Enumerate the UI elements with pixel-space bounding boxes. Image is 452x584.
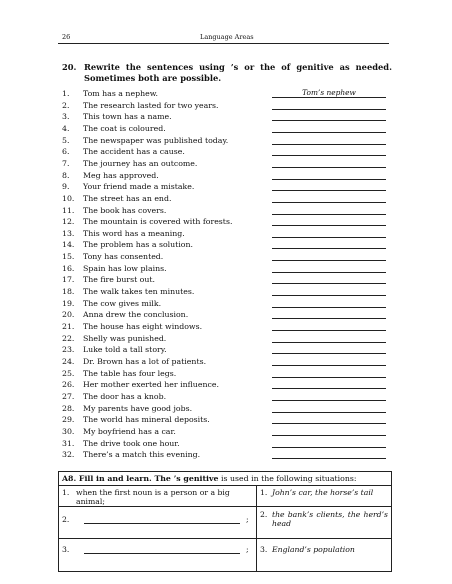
exercise-item bbox=[62, 379, 392, 391]
a8-row3-fill-line[interactable] bbox=[84, 553, 240, 554]
item-number: 15. bbox=[62, 252, 75, 262]
header-rule bbox=[58, 43, 389, 44]
item-number: 21. bbox=[62, 322, 75, 331]
answer-line[interactable] bbox=[272, 144, 386, 145]
a8-row3-right-number: 3. bbox=[260, 545, 268, 554]
item-number: 6. bbox=[62, 147, 70, 157]
a8-table bbox=[58, 471, 392, 572]
a8-heading bbox=[59, 472, 391, 486]
item-number: 8. bbox=[62, 170, 70, 180]
item-sentence: The cow gives milk. bbox=[83, 298, 162, 308]
a8-row1-left-text: when the first noun is a person or a big animal; bbox=[76, 488, 230, 506]
item-sentence: The fire burst out. bbox=[83, 275, 156, 285]
running-title: Language Areas bbox=[200, 33, 254, 41]
item-number: 10. bbox=[62, 193, 75, 203]
answer-line[interactable] bbox=[272, 377, 386, 378]
a8-row2-fill-line[interactable] bbox=[84, 523, 240, 524]
item-number: 12. bbox=[62, 217, 75, 227]
answer-line[interactable] bbox=[272, 435, 386, 436]
answer-line[interactable] bbox=[272, 388, 386, 389]
a8-row3-example: England’s population bbox=[272, 545, 355, 554]
answer-line[interactable] bbox=[272, 283, 386, 284]
item-sentence: Her mother exerted her influence. bbox=[83, 380, 219, 390]
a8-row-divider bbox=[59, 506, 391, 507]
answer-line[interactable] bbox=[272, 260, 386, 261]
item-sentence: My boyfriend has a car. bbox=[83, 426, 176, 436]
answer-line[interactable] bbox=[272, 447, 386, 448]
answer-line[interactable] bbox=[272, 295, 386, 296]
exercise-item bbox=[62, 193, 392, 205]
exercise-item bbox=[62, 298, 392, 310]
item-number: 20. bbox=[62, 310, 75, 320]
answer-line[interactable] bbox=[272, 132, 386, 133]
item-number: 17. bbox=[62, 275, 75, 285]
answer-line[interactable] bbox=[272, 272, 386, 273]
item-number: 28. bbox=[62, 403, 75, 413]
answer-line[interactable] bbox=[272, 237, 386, 238]
answer-line[interactable] bbox=[272, 202, 386, 203]
item-number: 1. bbox=[62, 89, 70, 98]
item-number: 7. bbox=[62, 158, 70, 168]
item-number: 31. bbox=[62, 438, 75, 448]
item-sentence: The problem has a solution. bbox=[83, 240, 194, 250]
item-number: 11. bbox=[62, 205, 75, 215]
exercise-item bbox=[62, 228, 392, 240]
sample-answer: Tom’s nephew bbox=[302, 88, 356, 97]
exercise-item bbox=[62, 146, 392, 158]
answer-line[interactable] bbox=[272, 109, 386, 110]
item-number: 19. bbox=[62, 298, 75, 308]
item-number: 16. bbox=[62, 263, 75, 273]
item-number: 22. bbox=[62, 333, 75, 343]
answer-line[interactable] bbox=[272, 120, 386, 121]
answer-line[interactable] bbox=[272, 307, 386, 308]
item-number: 2. bbox=[62, 100, 70, 110]
item-number: 27. bbox=[62, 391, 75, 401]
item-number: 24. bbox=[62, 356, 75, 366]
item-sentence: The house has eight windows. bbox=[83, 322, 203, 331]
exercise-item bbox=[62, 100, 392, 112]
item-number: 32. bbox=[62, 450, 75, 460]
exercise-item bbox=[62, 333, 392, 345]
answer-line[interactable] bbox=[272, 225, 386, 226]
item-sentence: Tom has a nephew. bbox=[83, 89, 158, 98]
item-number: 13. bbox=[62, 228, 75, 238]
exercise-item bbox=[62, 403, 392, 415]
item-sentence: The mountain is covered with forests. bbox=[83, 217, 233, 227]
answer-line[interactable] bbox=[272, 353, 386, 354]
item-sentence: The world has mineral deposits. bbox=[83, 415, 210, 425]
item-sentence: Shelly was punished. bbox=[83, 333, 167, 343]
exercise-item bbox=[62, 438, 392, 450]
exercise-item bbox=[62, 263, 392, 275]
a8-column-divider bbox=[256, 485, 257, 571]
item-number: 18. bbox=[62, 287, 75, 297]
exercise-item bbox=[62, 216, 392, 228]
item-number: 29. bbox=[62, 415, 75, 425]
a8-row3-left-number: 3. bbox=[62, 545, 70, 554]
exercise-item bbox=[62, 321, 392, 333]
item-sentence: The door has a knob. bbox=[83, 391, 167, 401]
item-sentence: The coat is coloured. bbox=[83, 123, 166, 133]
item-sentence: The street has an end. bbox=[83, 193, 172, 203]
a8-heading-bold: A8. Fill in and learn. The ’s genitive bbox=[62, 474, 219, 483]
answer-line[interactable] bbox=[272, 458, 386, 459]
a8-heading-rest: is used in the following situations: bbox=[218, 474, 357, 483]
answer-line[interactable] bbox=[272, 167, 386, 168]
a8-row1-example: John’s car, the horse’s tail bbox=[272, 488, 374, 497]
answer-line[interactable] bbox=[272, 342, 386, 343]
a8-row2-example: the bank’s clients, the herd’s head bbox=[272, 510, 388, 528]
item-number: 26. bbox=[62, 380, 75, 390]
item-sentence: The table has four legs. bbox=[83, 368, 177, 378]
exercise-item bbox=[62, 414, 392, 426]
exercise-item bbox=[62, 123, 392, 135]
item-number: 4. bbox=[62, 123, 70, 133]
exercise-number: 20. bbox=[62, 62, 77, 72]
a8-row3-semicolon: ; bbox=[246, 545, 249, 554]
answer-line[interactable] bbox=[272, 318, 386, 319]
item-sentence: Anna drew the conclusion. bbox=[83, 310, 189, 320]
exercise-item bbox=[62, 111, 392, 123]
exercise-item bbox=[62, 170, 392, 182]
item-sentence: The newspaper was published today. bbox=[83, 135, 229, 145]
item-sentence: The research lasted for two years. bbox=[83, 100, 219, 110]
item-number: 3. bbox=[62, 112, 70, 122]
item-sentence: There’s a match this evening. bbox=[83, 450, 201, 460]
item-sentence: The walk takes ten minutes. bbox=[83, 287, 195, 297]
answer-line[interactable] bbox=[272, 365, 386, 366]
exercise-item bbox=[62, 286, 392, 298]
a8-row1-right-number: 1. bbox=[260, 488, 268, 497]
a8-row2-right-number: 2. bbox=[260, 510, 268, 519]
exercise-item bbox=[62, 368, 392, 380]
exercise-item bbox=[62, 391, 392, 403]
item-sentence: The book has covers. bbox=[83, 205, 167, 215]
item-sentence: This word has a meaning. bbox=[83, 228, 185, 238]
exercise-item bbox=[62, 309, 392, 321]
answer-line[interactable] bbox=[272, 190, 386, 191]
exercise-item bbox=[62, 449, 392, 461]
answer-line[interactable] bbox=[272, 179, 386, 180]
item-sentence: Meg has approved. bbox=[83, 170, 159, 180]
answer-line[interactable] bbox=[272, 423, 386, 424]
item-number: 25. bbox=[62, 368, 75, 378]
item-sentence: The drive took one hour. bbox=[83, 438, 180, 448]
exercise-item bbox=[62, 344, 392, 356]
item-sentence: Your friend made a mistake. bbox=[83, 182, 195, 192]
item-sentence: The accident has a cause. bbox=[83, 147, 185, 157]
item-sentence: Dr. Brown has a lot of patients. bbox=[83, 356, 207, 366]
answer-line[interactable] bbox=[272, 155, 386, 156]
exercise-item bbox=[62, 356, 392, 368]
answer-line[interactable] bbox=[272, 400, 386, 401]
answer-line[interactable] bbox=[272, 412, 386, 413]
item-number: 30. bbox=[62, 426, 75, 436]
a8-row-divider bbox=[59, 538, 391, 539]
answer-line[interactable] bbox=[272, 330, 386, 331]
a8-row3-left bbox=[62, 545, 254, 557]
item-number: 23. bbox=[62, 345, 75, 355]
exercise-item bbox=[62, 88, 392, 100]
exercise-item bbox=[62, 181, 392, 193]
item-number: 5. bbox=[62, 135, 70, 145]
exercise-item bbox=[62, 426, 392, 438]
item-number: 14. bbox=[62, 240, 75, 250]
page-number: 26 bbox=[62, 33, 71, 41]
exercise-item bbox=[62, 251, 392, 263]
exercise-item bbox=[62, 205, 392, 217]
item-sentence: The journey has an outcome. bbox=[83, 158, 198, 168]
exercise-item bbox=[62, 239, 392, 251]
exercise-item bbox=[62, 158, 392, 170]
answer-line[interactable] bbox=[272, 248, 386, 249]
item-sentence: Spain has low plains. bbox=[83, 263, 167, 273]
exercise-item bbox=[62, 274, 392, 286]
exercise-instruction-text: Rewrite the sentences using ’s or the of genitive as needed. Sometimes both are possible. bbox=[84, 62, 392, 83]
answer-line[interactable] bbox=[272, 97, 386, 98]
item-sentence: This town has a name. bbox=[83, 112, 172, 122]
item-number: 9. bbox=[62, 182, 70, 192]
item-sentence: Luke told a tall story. bbox=[83, 345, 167, 355]
exercise-item bbox=[62, 135, 392, 147]
item-sentence: My parents have good jobs. bbox=[83, 403, 193, 413]
a8-row2-left-number: 2. bbox=[62, 515, 70, 524]
a8-row2-left bbox=[62, 515, 254, 527]
item-sentence: Tony has consented. bbox=[83, 252, 164, 262]
a8-row1-left-number: 1. bbox=[62, 488, 70, 497]
answer-line[interactable] bbox=[272, 214, 386, 215]
a8-row2-semicolon: ; bbox=[246, 515, 249, 524]
